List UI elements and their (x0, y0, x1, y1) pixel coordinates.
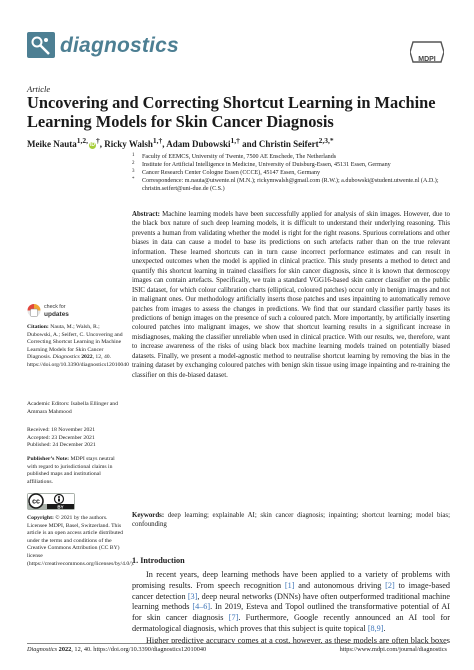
author-affiliation-mark: 1,† (230, 136, 240, 145)
body-text: . In 2019, Esteva and Topol outlined the transformative potential of AI for skin cancer diagnosis (132, 602, 450, 623)
editors-text: Isabella Ellinger and Ammara Mahmood (27, 401, 118, 415)
author-affiliation-mark: † (158, 136, 163, 145)
citation-link[interactable]: [3] (187, 591, 198, 601)
correspondence-item (132, 177, 452, 193)
citation-link[interactable]: [4–6] (192, 602, 211, 612)
citation-doi[interactable]: , 12, 40. https://doi.org/10.3390/diagnostics12010040 (27, 354, 129, 368)
citation-label: Citation: (27, 324, 49, 330)
abstract-label: Abstract: (132, 211, 160, 218)
publisher-note (27, 456, 123, 486)
affiliation-mark: 2 (132, 161, 135, 166)
body-text: and autonomous driving (294, 580, 386, 590)
copyright-label: Copyright: (27, 515, 54, 521)
footer-year: 2022 (58, 646, 72, 653)
affiliation-text: Faculty of EEMCS, University of Twente, 7500 AE Enschede, The Netherlands (142, 154, 337, 160)
check-updates-line1: check for (44, 304, 66, 310)
affiliation-item (132, 153, 452, 161)
citation-link[interactable]: [7] (228, 613, 239, 623)
cc-text: cc (32, 498, 40, 506)
citation-journal: Diagnostics (52, 354, 80, 361)
article-title: Uncovering and Correcting Shortcut Learning in Machine Learning Models for Skin Cancer Diagnosis (27, 93, 436, 131)
body-text: . (383, 623, 386, 633)
publisher-note-label: Publisher’s Note: (27, 456, 70, 462)
copyright-block (27, 515, 135, 568)
citation-link[interactable]: [1] (284, 580, 295, 590)
body-text: Higher predictive accuracy comes at a cost, however, as these models are often black boxes (146, 636, 450, 644)
footer-citation (27, 646, 206, 653)
accepted-date: Accepted: 23 December 2021 (27, 434, 95, 441)
affiliation-text: Cancer Research Center Cologne Essen (CCCE), 45147 Essen, Germany (142, 170, 321, 176)
abstract (132, 210, 450, 380)
keywords-text: deep learning; explainable AI; skin cancer diagnosis; inpainting; shortcut learning; model bias; confounding (132, 512, 450, 529)
academic-editors (27, 401, 123, 416)
affiliation-mark: * (132, 177, 135, 182)
copyright-text: © 2021 by the authors. Licensee MDPI, Basel, Switzerland. This article is an open access article distributed under the terms and conditions of the Creative Commons Attribution (CC BY) license (https://creativecommons.org/licenses/by/4.0/). (27, 515, 135, 567)
published-date: Published: 24 December 2021 (27, 442, 96, 449)
citation-block (27, 324, 129, 370)
received-date: Received: 18 November 2021 (27, 427, 96, 433)
check-updates-icon (27, 303, 41, 318)
body-text: . Furthermore, Google recently announced an AI tool for dermatological diagnosis, which proves that this subject is quite topical (132, 613, 451, 633)
author-affiliation-mark: 1, (152, 136, 159, 145)
publisher-name: MDPI (418, 56, 436, 63)
keywords-label: Keywords: (132, 512, 165, 519)
orcid-icon[interactable]: iD (90, 142, 95, 148)
author-name[interactable]: Ricky Walsh (104, 139, 153, 149)
author-name[interactable]: Adam Dubowski (166, 139, 231, 149)
author-affiliation-mark: 1,2, (76, 136, 88, 145)
author-name[interactable]: Christin Seifert (258, 139, 319, 149)
citation-text: Nauta, M.; Walsh, R.; Dubowski, A.; Seifert, C. Uncovering and Correcting Shortcut Learning in Machine Learning Models for Skin Cancer Diagnosis. (27, 324, 123, 361)
abstract-text: Machine learning models have been successfully applied for analysis of skin images. However, due to the black box nature of such deep learning models, it is difficult to understand their underlying reasoning. This prevents a human from validating whether the model is right for the right reasons. Spurious correlations and other biases in data can cause a model to base its predictions on such artefacts rather than on the true relevant information. These learned shortcuts can in turn cause incorrect performance estimates and can result in unexpected outcomes when the model is applied in clinical practice. This study presents a method to detect and quantify this shortcut learning in trained classifiers for skin cancer diagnosis, since it is known that dermoscopy images can contain artefacts. Specifically, we train a standard VGG16-based skin cancer classifier on the public ISIC dataset, for which colour calibration charts (elliptical, coloured patches) occur only in benign images and not in malignant ones. Our methodology artificially inserts those patches and uses inpainting to automatically remove patches from images to assess the changes in predictions. We find that our standard classifier partly bases its predictions of benign images on the presence of such a coloured patch. More importantly, by artificially inserting coloured patches into malignant images, we show that shortcut learning results in a significant increase in misdiagnoses, making the classifier unreliable when used in clinical practice. With our results, we, therefore, want to increase awareness of the risks of using black box machine learning models trained on potentially biased datasets. Finally, we present a model-agnostic method to neutralise shortcut learning by removing the bias in the training dataset by exchanging coloured patches with benign skin tissue using image inpainting and re-training the classifier on this de-biased dataset. (132, 211, 450, 379)
footer-divider (27, 643, 447, 644)
citation-year: 2022 (81, 354, 93, 361)
intro-paragraph (132, 570, 450, 635)
journal-name: diagnostics (60, 34, 179, 57)
citation-link[interactable]: [2] (385, 580, 395, 590)
publisher-note-text: MDPI stays neutral with regard to jurisdictional claims in published maps and institutional affiliations. (27, 456, 115, 485)
citation-link[interactable]: [8,9] (367, 623, 384, 633)
affiliation-text: Institute for Artificial Intelligence in Medicine, University of Duisburg-Essen, 45131 Essen, Germany (142, 162, 391, 168)
keywords (132, 511, 450, 530)
check-updates-line2: updates (44, 311, 69, 318)
article-type: Article (27, 84, 51, 94)
footer-journal-link[interactable]: https://www.mdpi.com/journal/diagnostics (339, 646, 447, 653)
affiliation-item (132, 161, 452, 169)
section-heading: 1. Introduction (132, 556, 185, 565)
correspondence-text[interactable]: Correspondence: m.nauta@utwente.nl (M.N.); rickymwalsh@gmail.com (R.W.); a.dubowski@student.utwente.nl (A.D.); christin.seifert@uni-due.de (C.S.) (142, 178, 439, 192)
body-text: , deep neural networks (DNNs) have often outperformed traditional machine learning methods (132, 591, 450, 612)
author-affiliation-mark: † (96, 136, 100, 145)
footer-journal: Diagnostics (27, 646, 58, 653)
author-name[interactable]: Meike Nauta (27, 139, 77, 149)
affiliation-mark: 3 (132, 169, 135, 174)
affiliation-mark: 1 (132, 153, 135, 158)
journal-logo-icon (27, 32, 55, 58)
affiliation-list (132, 153, 452, 193)
author-affiliation-mark: 2,3,* (318, 136, 334, 145)
by-text: BY (57, 504, 64, 510)
editors-label: Academic Editors: (27, 401, 70, 407)
affiliation-item (132, 169, 452, 177)
author-list: Meike Nauta$^{1,2,}$ iD†, Ricky Walsh$^{1,\dagger}$, Adam Dubowski$^{1,\dagger}$ and Christin Seifert$^{2,3,*}$ (27, 136, 334, 149)
body-text: to image-based cancer detection (132, 580, 450, 601)
footer-doi[interactable]: , 12, 40. https://doi.org/10.3390/diagnostics12010040 (71, 646, 207, 653)
body-text: In recent years, deep learning methods have been applied to a variety of problems with promising results. From speech recognition (132, 570, 450, 590)
dates-block (27, 427, 123, 450)
cc-by-license-icon[interactable] (27, 493, 75, 510)
